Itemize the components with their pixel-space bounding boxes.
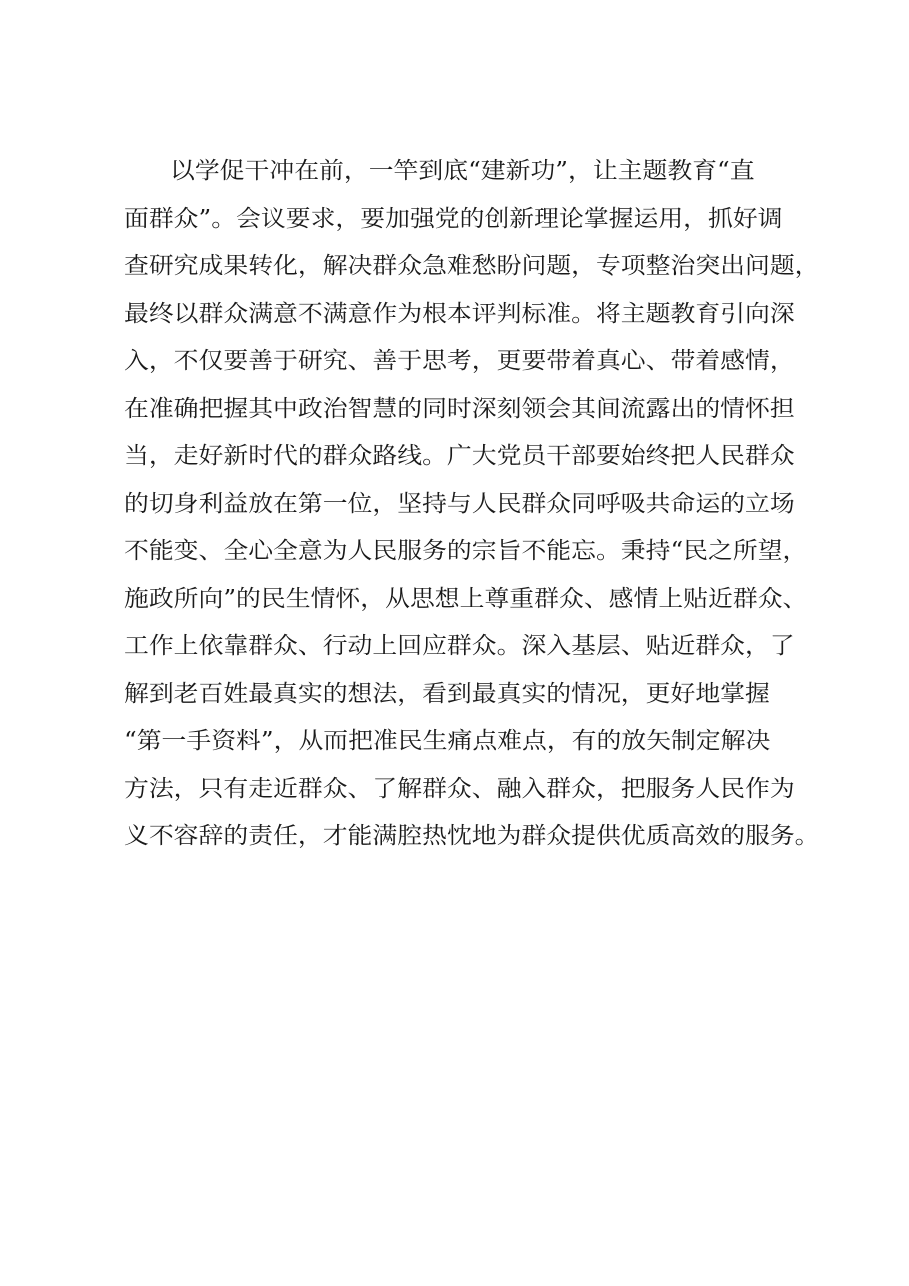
paragraph-line [124,481,824,529]
line-text: 在准确把握其中政治智慧的同时深刻领会其间流露出的情怀担 [124,395,795,422]
paragraph-line [124,386,824,434]
line-text: 不能变、全心全意为人民服务的宗旨不能忘。秉持“民之所望， [124,538,808,564]
paragraph-line [124,766,824,814]
line-text: “第一手资料”，从而把准民生痛点难点，有的放矢制定解决 [124,728,771,754]
paragraph-line [124,813,824,861]
paragraph-line [124,291,824,339]
paragraph-line [124,433,824,481]
line-text: 方法，只有走近群众、了解群众、融入群众，把服务人民作为 [124,775,795,802]
paragraph-line [124,196,824,244]
line-text: 的切身利益放在第一位，坚持与人民群众同呼吸共命运的立场 [124,490,795,517]
paragraph-line [124,243,824,291]
paragraph-line [124,338,824,386]
line-text: 解到老百姓最真实的想法，看到最真实的情况，更好地掌握 [124,680,770,707]
paragraph-line [124,576,824,624]
line-text: 当，走好新时代的群众路线。广大党员干部要始终把人民群众 [124,443,795,469]
paragraph-line [124,528,824,576]
line-text: 入，不仅要善于研究、善于思考，更要带着真心、带着感情， [124,348,795,374]
paragraph-line [124,623,824,671]
line-text: 以学促干冲在前，一竿到底“建新功”，让主题教育“直 [170,158,755,184]
line-text: 查研究成果转化，解决群众急难愁盼问题，专项整治突出问题， [124,253,820,279]
paragraph-line [124,718,824,766]
paragraph-line [124,671,824,719]
line-text: 最终以群众满意不满意作为根本评判标准。将主题教育引向深 [124,300,795,327]
paragraph-line [124,148,824,196]
line-text: 义不容辞的责任，才能满腔热忱地为群众提供优质高效的服务。 [124,823,820,849]
paragraph [124,148,824,861]
line-text: 面群众”。会议要求，要加强党的创新理论掌握运用，抓好调 [124,205,783,232]
line-text: 工作上依靠群众、行动上回应群众。深入基层、贴近群众，了 [124,633,795,659]
line-text: 施政所向”的民生情怀，从思想上尊重群众、感情上贴近群众、 [124,585,808,612]
